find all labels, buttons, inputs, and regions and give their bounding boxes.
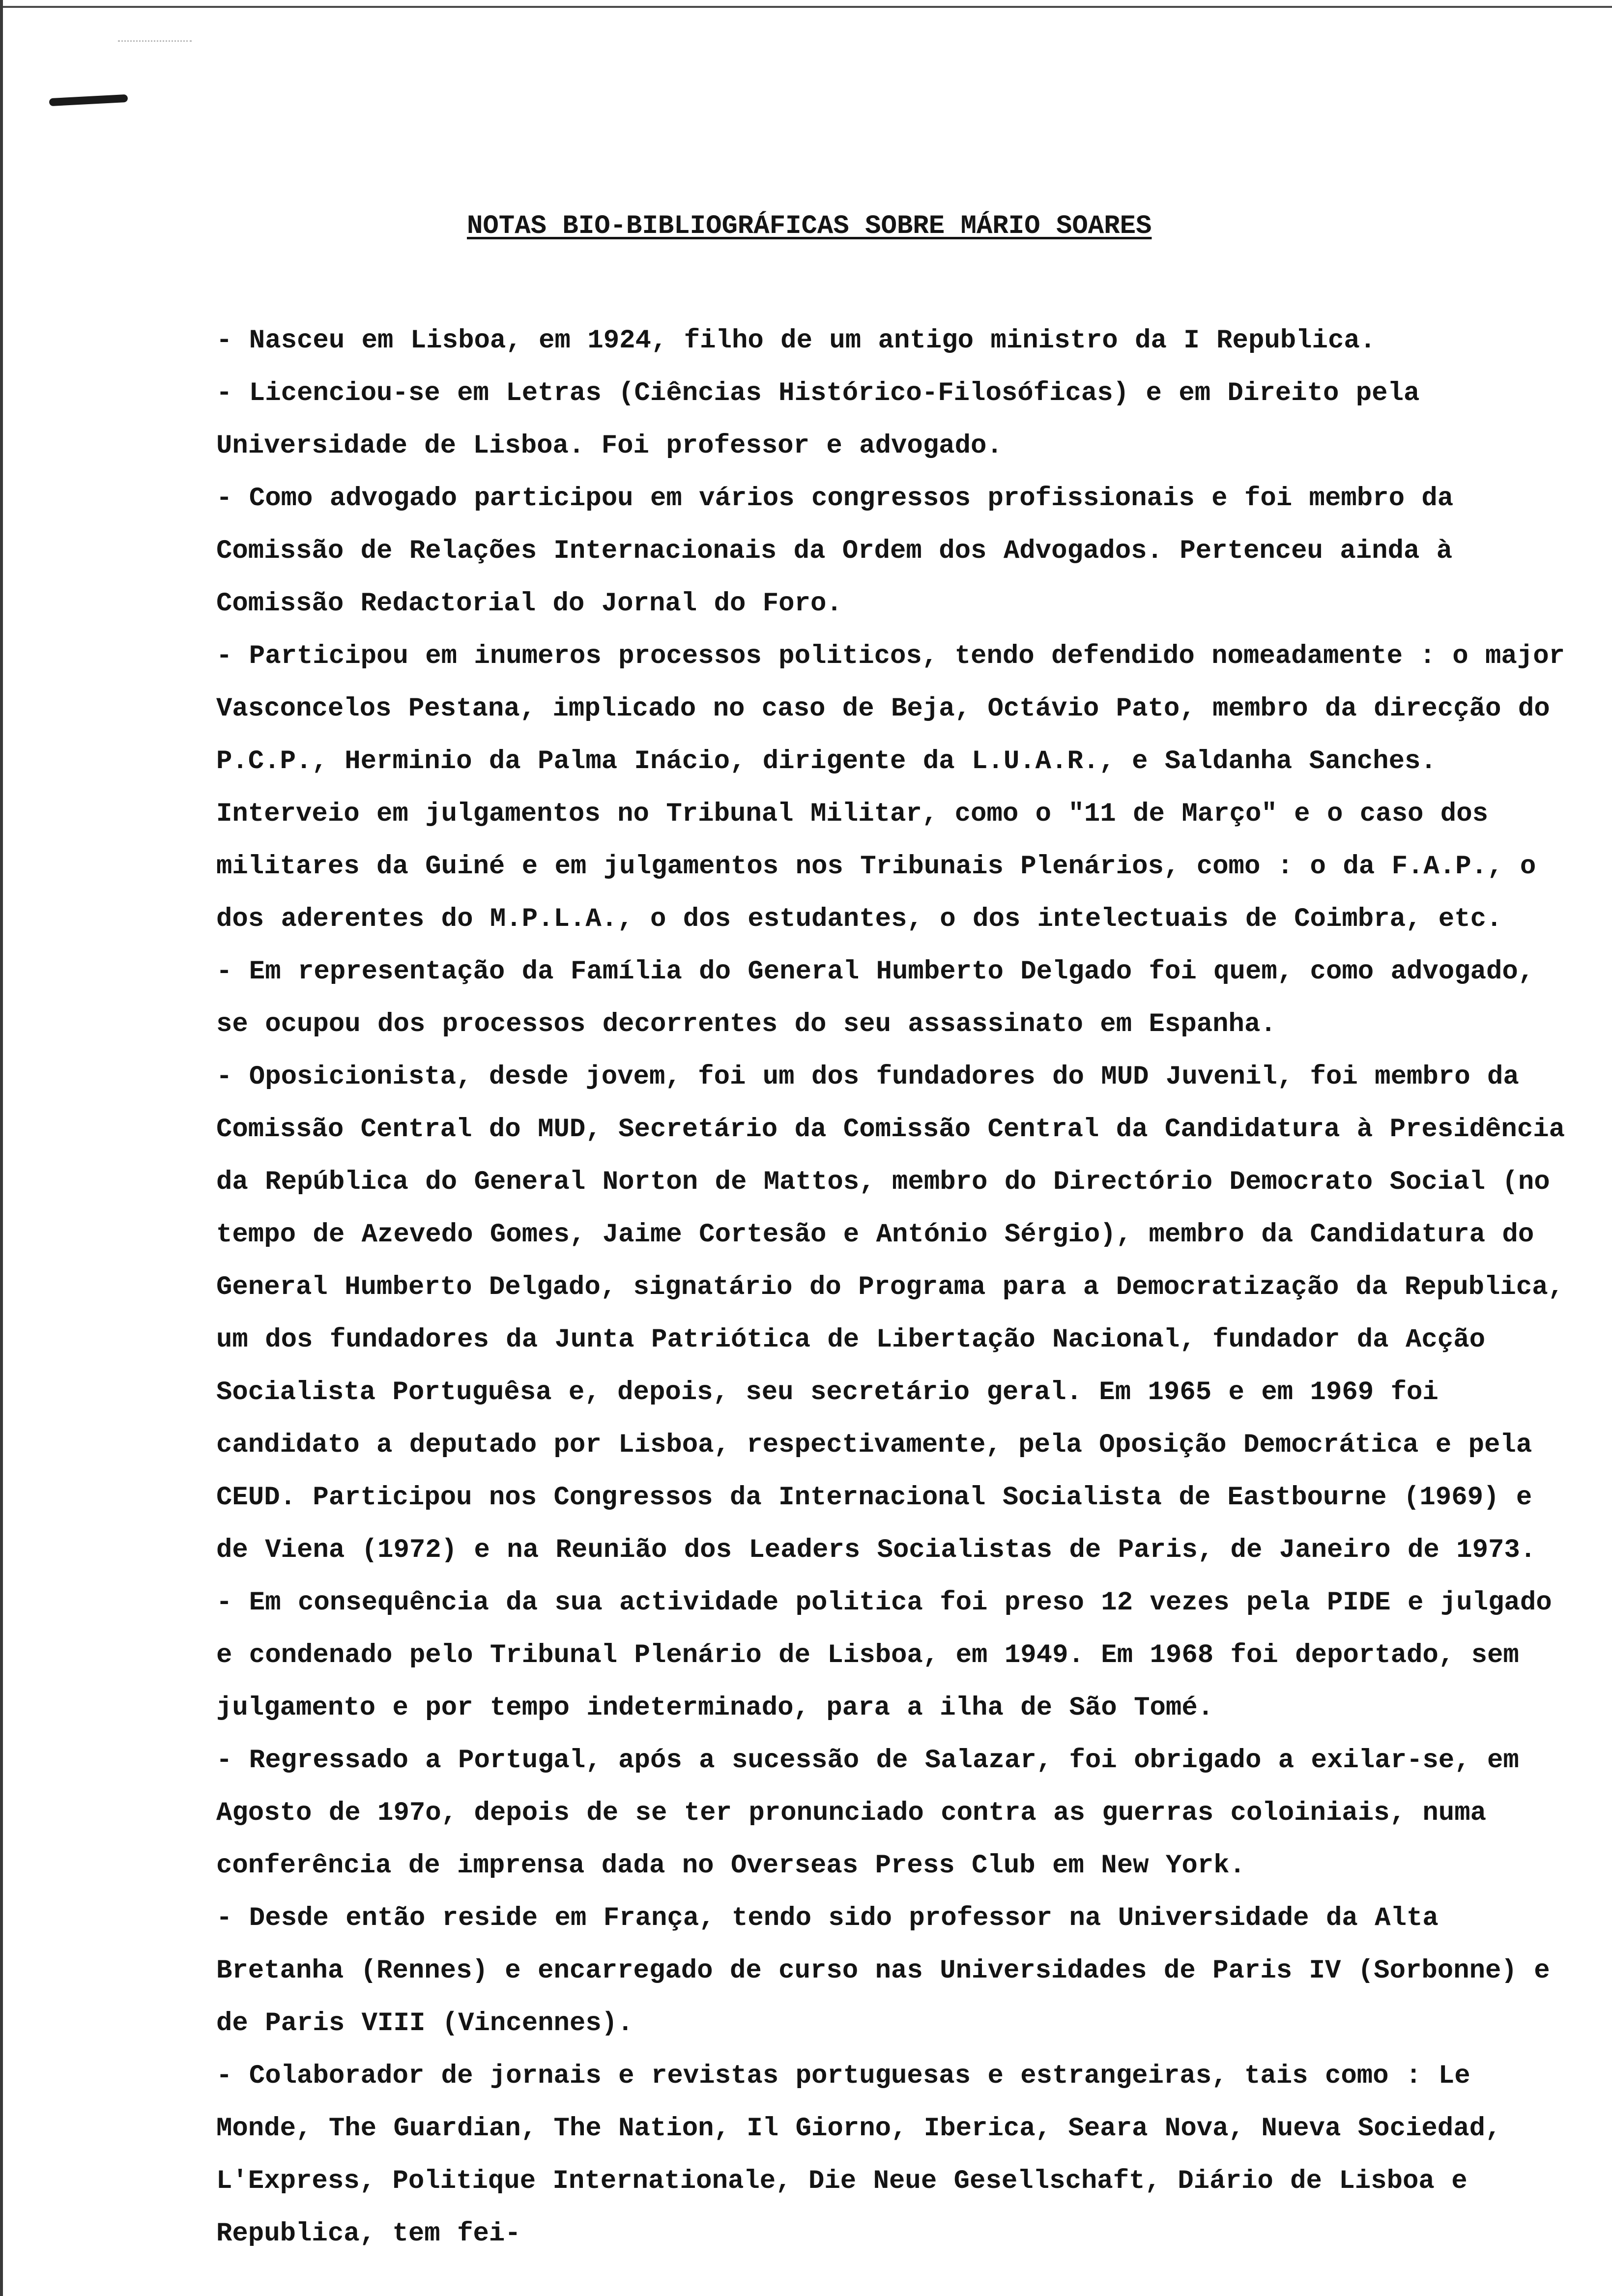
paragraph-political-trials: - Participou em inumeros processos politicos, tendo defendido nomeadamente : o major Vasconcelos Pestana, implicado no caso de Beja, Octávio Pato, membro da direcção do P.C.P., Herminio da Palma Inácio, dirigente da L.U.A.R., e Saldanha Sanches. Interveio em julgamentos no Tribunal Militar, como o "11 de Março" e o caso dos militares da Guiné e em julgamentos nos Tribunais Plenários, como : o da F.A.P., o dos aderentes do M.P.L.A., o dos estudantes, o dos intelectuais de Coimbra, etc. [216,641,1565,934]
paragraph-france: - Desde então reside em França, tendo sido professor na Universidade da Alta Bretanha (Rennes) e encarregado de curso nas Universidades de Paris IV (Sorbonne) e de Paris VIII (Vincennes). [216,1903,1550,2038]
document-title: NOTAS BIO-BIBLIOGRÁFICAS SOBRE MÁRIO SOARES [467,211,1152,241]
pen-stroke-mark [49,94,128,106]
document-body [216,315,1578,2260]
paragraph-birth: - Nasceu em Lisboa, em 1924, filho de um antigo ministro da I Republica. [216,326,1376,356]
paragraph-opposition: - Oposicionista, desde jovem, foi um dos fundadores do MUD Juvenil, foi membro da Comissão Central do MUD, Secretário da Comissão Central da Candidatura à Presidência da República do General Norton de Mattos, membro do Directório Democrato Social (no tempo de Azevedo Gomes, Jaime Cortesão e António Sérgio), membro da Candidatura do General Humberto Delgado, signatário do Programa para a Democratização da Republica, um dos fundadores da Junta Patriótica de Libertação Nacional, fundador da Acção Socialista Portuguêsa e, depois, seu secretário geral. Em 1965 e em 1969 foi candidato a deputado por Lisboa, respectivamente, pela Oposição Democrática e pela CEUD. Participou nos Congressos da Internacional Socialista de Eastbourne (1969) e de Viena (1972) e na Reunião dos Leaders Socialistas de Paris, de Janeiro de 1973. [216,1062,1565,1565]
paragraph-exile: - Regressado a Portugal, após a sucessão de Salazar, foi obrigado a exilar-se, em Agosto de 197o, depois de se ter pronunciado contra as guerras coloiniais, numa conferência de imprensa dada no Overseas Press Club em New York. [216,1746,1519,1881]
paragraph-delgado-family: - Em representação da Família do General Humberto Delgado foi quem, como advogado, se ocupou dos processos decorrentes do seu assassinato em Espanha. [216,957,1534,1039]
page-top-edge [0,6,1612,8]
page-left-edge [0,0,3,2296]
paragraph-lawyer: - Como advogado participou em vários congressos profissionais e foi membro da Comissão de Relações Internacionais da Ordem dos Advogados. Pertenceu ainda à Comissão Redactorial do Jornal do Foro. [216,484,1454,619]
paragraph-imprisonment: - Em consequência da sua actividade politica foi preso 12 vezes pela PIDE e julgado e condenado pelo Tribunal Plenário de Lisboa, em 1949. Em 1968 foi deportado, sem julgamento e por tempo indeterminado, para a ilha de São Tomé. [216,1588,1552,1723]
paragraph-collaborator: - Colaborador de jornais e revistas portuguesas e estrangeiras, tais como : Le Monde, The Guardian, The Nation, Il Giorno, Iberica, Seara Nova, Nueva Sociedad, L'Express, Politique Internationale, Die Neue Gesellschaft, Diário de Lisboa e Republica, tem fei- [216,2061,1501,2249]
paragraph-education: - Licenciou-se em Letras (Ciências Histórico-Filosóficas) e em Direito pela Universidade de Lisboa. Foi professor e advogado. [216,378,1420,461]
faint-pencil-mark [118,40,192,59]
